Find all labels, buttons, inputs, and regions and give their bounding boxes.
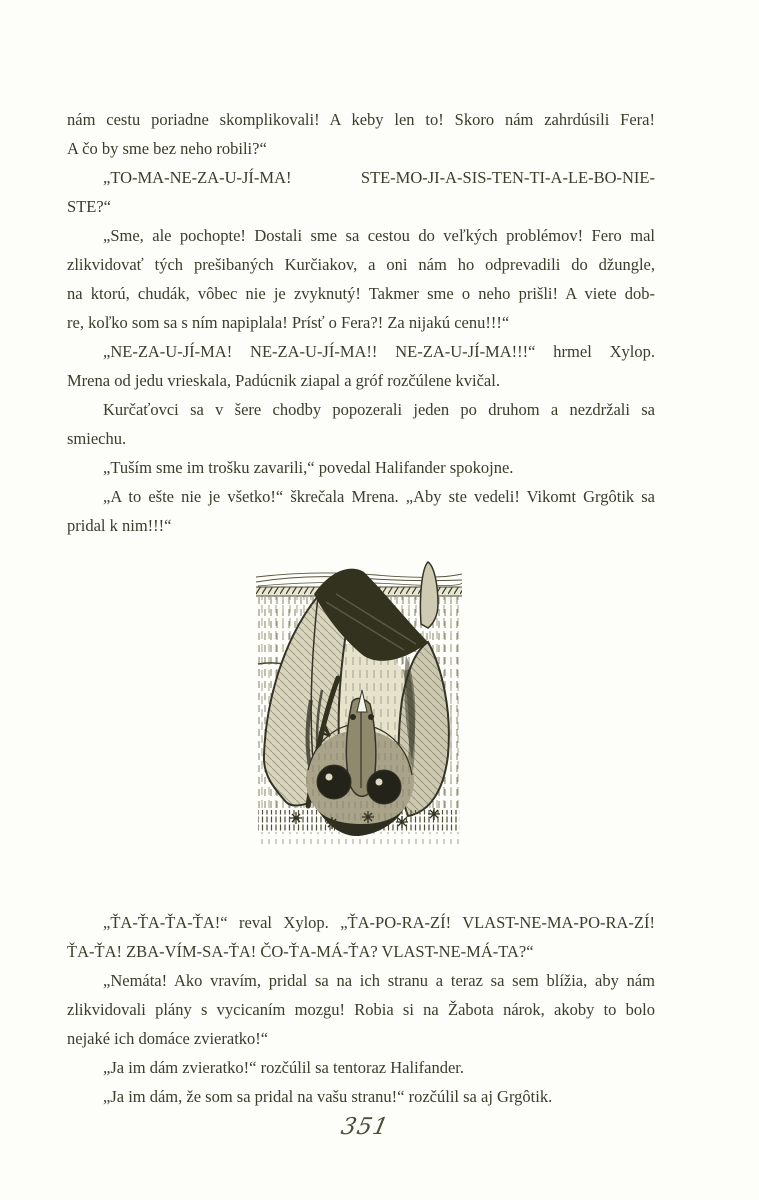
text-line: Mrena od jedu vrieskala, Padúcnik ziapal a gróf rozčúlene kvičal. [67,371,500,390]
text-line: „Ja im dám zvieratko!“ rozčúlil sa tentoraz Halifander. [103,1058,465,1077]
text-line: „Sme, ale pochopte! Dostali sme sa cestou do veľkých problémov! Fero mal [103,226,655,245]
text-line: „TO-MA-NE-ZA-U-JÍ-MA! STE-MO-JI-A-SIS-TEN-TI-A-LE-BO-NIE- [103,168,655,187]
text-line: Kurčaťovci sa v šere chodby popozerali jeden po druhom a nezdržali sa [103,400,655,419]
text-line: STE?“ [67,197,111,216]
text-line: smiechu. [67,429,127,448]
bat-illustration [256,560,462,850]
text-line: „Nemáta! Ako vravím, pridal sa na ich stranu a teraz sa sem blížia, aby nám [103,971,655,990]
text-line: na ktorú, chudák, vôbec nie je zvyknutý! Takmer sme o neho prišli! A viete dob- [67,284,655,303]
text-line: pridal k nim!!!“ [67,516,172,535]
text-line: „ŤA-ŤA-ŤA-ŤA!“ reval Xylop. „ŤA-PO-RA-ZÍ! VLAST-NE-MA-PO-RA-ZÍ! [103,913,655,932]
text-line: re, koľko som sa s ním napiplala! Prísť o Fera?! Za nijakú cenu!!!“ [67,313,510,332]
bat-etching-drawing [256,560,462,850]
text-line: nejaké ich domáce zvieratko!“ [67,1029,269,1048]
page-number: 351 [338,1114,392,1140]
text-line: zlikvidovať tých prešibaných Kurčiakov, a oni nám ho odprevadili do džungle, [67,255,655,274]
text-block-top [67,105,655,540]
text-line: „Ja im dám, že som sa pridal na vašu stranu!“ rozčúlil sa aj Grgôtik. [103,1087,553,1106]
text-line: „Tuším sme im trošku zavarili,“ povedal Halifander spokojne. [103,458,514,477]
text-line: ŤA-ŤA! ZBA-VÍM-SA-ŤA! ČO-ŤA-MÁ-ŤA? VLAST-NE-MÁ-TA?“ [67,942,534,961]
text-line: zlikvidovali plány s vycicaním mozgu! Robia si na Žabota nárok, akoby to bolo [67,1000,655,1019]
text-block-bottom [67,908,655,1111]
text-line: A čo by sme bez neho robili?“ [67,139,267,158]
text-line: nám cestu poriadne skomplikovali! A keby len to! Skoro nám zahrdúsili Fera! [67,110,655,129]
text-line: „NE-ZA-U-JÍ-MA! NE-ZA-U-JÍ-MA!! NE-ZA-U-JÍ-MA!!!“ hrmel Xylop. [103,342,655,361]
text-line: „A to ešte nie je všetko!“ škrečala Mrena. „Aby ste vedeli! Vikomt Grgôtik sa [103,487,655,506]
